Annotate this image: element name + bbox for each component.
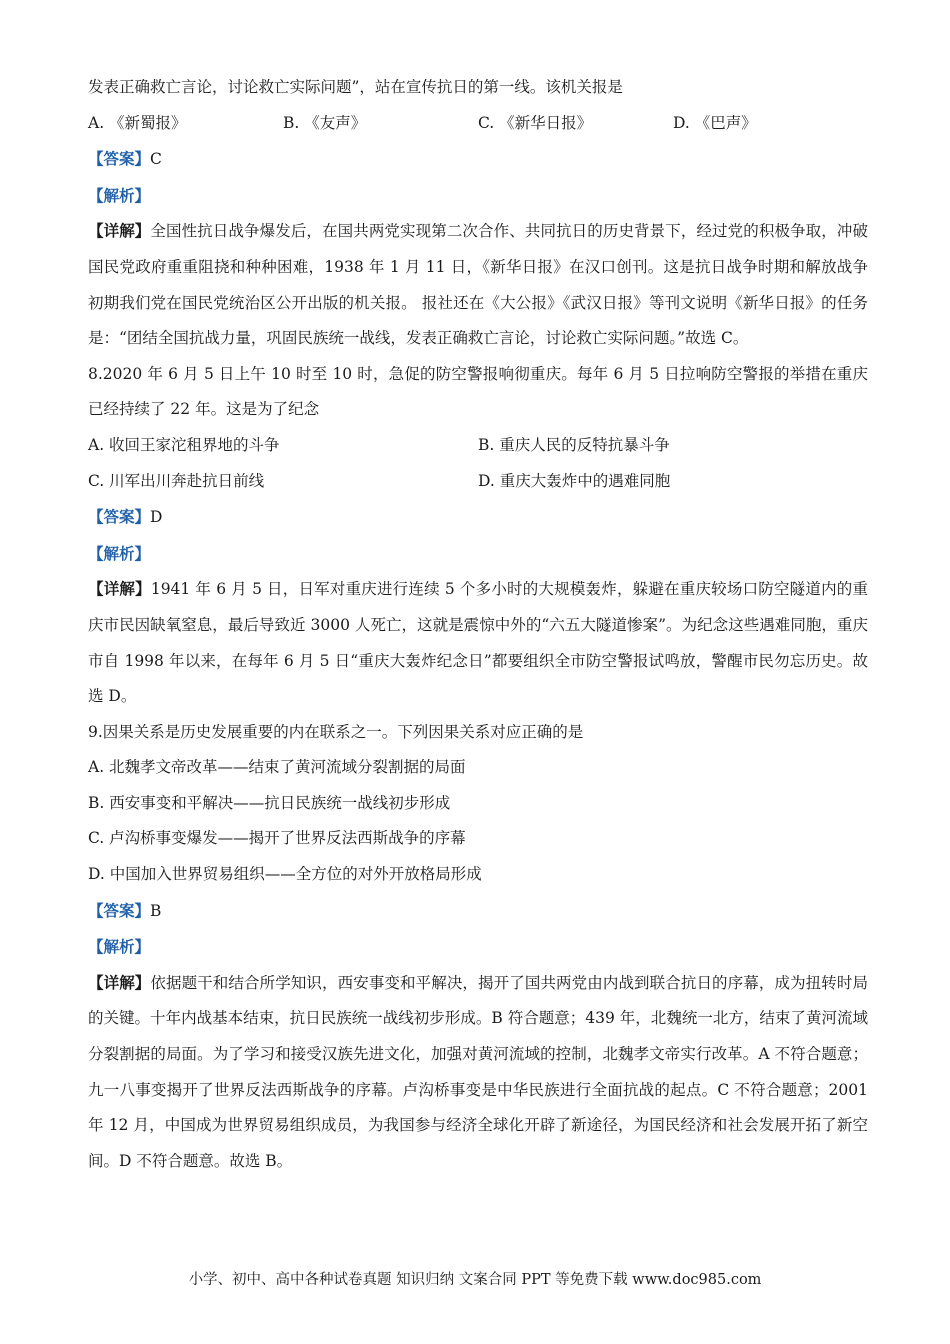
q9-option-b: B. 西安事变和平解决——抗日民族统一战线初步形成: [88, 793, 451, 812]
q7-analysis-label: 【解析】: [88, 185, 151, 205]
q9-option-c: C. 卢沟桥事变爆发——揭开了世界反法西斯战争的序幕: [88, 829, 466, 848]
q9-answer: [88, 893, 868, 930]
q9-answer-value: B: [150, 901, 162, 920]
q8-options-row1: [88, 428, 868, 464]
q7-detail-text: 全国性抗日战争爆发后，在国共两党实现第二次合作、共同抗日的历史背景下，经过党的积极争取，冲破国民党政府重重阻挠和种种困难，1938 年 1 月 11 日，《新华日报》在汉口创刊。这是抗日战争时期和解放战争初期我们党在国民党统治区公开出版的机关报。 报社还在《大公报》《武汉日报》等刊文说明《新华日报》的任务是：“团结全国抗战力量，巩固民族统一战线，发表正确救亡言论，讨论救亡实际问题。”故选 C。: [88, 222, 868, 348]
q8-option-a: A. 收回王家沱租界地的斗争: [88, 435, 280, 454]
q7-option-a: A. 《新蜀报》: [88, 113, 187, 132]
q8-option-d: D. 重庆大轰炸中的遇难同胞: [478, 471, 671, 490]
q7-options: [88, 106, 868, 142]
q8-option-c: C. 川军出川奔赴抗日前线: [88, 471, 265, 490]
q9-answer-label: 【答案】: [88, 900, 151, 920]
q9-analysis-label: 【解析】: [88, 937, 151, 957]
q7-option-d: D. 《巴声》: [673, 113, 757, 132]
q9-option-a: A. 北魏孝文帝改革——结束了黄河流域分裂割据的局面: [88, 758, 466, 777]
q8-answer: [88, 499, 868, 536]
q7-option-b: B. 《友声》: [283, 113, 367, 132]
q7-answer: [88, 141, 868, 178]
q8-option-b: B. 重庆人民的反特抗暴斗争: [478, 435, 670, 454]
q7-answer-value: C: [150, 150, 162, 169]
q8-detail-text: 1941 年 6 月 5 日，日军对重庆进行连续 5 个多小时的大规模轰炸，躲避在重庆较场口防空隧道内的重庆市民因缺氧窒息，最后导致近 3000 人死亡，这就是震惊中外的“六五大隧道惨案”。为纪念这些遇难同胞，重庆市自 1998 年以来，在每年 6 月 5 日“重庆大轰炸纪念日”都要组织全市防空警报试鸣放，警醒市民勿忘历史。故选 D。: [88, 580, 868, 706]
q8-detail: [88, 571, 868, 714]
q7-stem-tail: 发表正确救亡言论，讨论救亡实际问题”，站在宣传抗日的第一线。该机关报是: [88, 78, 623, 96]
q8-analysis-label: 【解析】: [88, 543, 151, 563]
q8-detail-label: 【详解】: [88, 579, 151, 599]
q7-detail: [88, 213, 868, 356]
document-page: [88, 70, 868, 1179]
q9-stem: 9.因果关系是历史发展重要的内在联系之一。下列因果关系对应正确的是: [88, 722, 584, 741]
q8-answer-value: D: [150, 508, 163, 527]
q7-answer-label: 【答案】: [88, 149, 151, 169]
page-footer: 小学、初中、高中各种试卷真题 知识归纳 文案合同 PPT 等免费下载 www.doc985.com: [188, 1272, 762, 1288]
q8-answer-label: 【答案】: [88, 507, 151, 527]
q7-option-c: C. 《新华日报》: [478, 113, 593, 132]
q8-options-row2: [88, 464, 868, 500]
q8-stem: 8.2020 年 6 月 5 日上午 10 时至 10 时，急促的防空警报响彻重庆。每年 6 月 5 日拉响防空警报的举措在重庆已经持续了 22 年。这是为了纪念: [88, 364, 868, 419]
q9-detail: [88, 965, 868, 1180]
q7-detail-label: 【详解】: [88, 221, 151, 241]
q9-detail-text: 依据题干和结合所学知识，西安事变和平解决，揭开了国共两党由内战到联合抗日的序幕，成为扭转时局的关键。十年内战基本结束，抗日民族统一战线初步形成。B 符合题意；439 年，北魏统一北方，结束了黄河流域分裂割据的局面。为了学习和接受汉族先进文化，加强对黄河流域的控制，北魏孝文帝实行改革。A 不符合题意；九一八事变揭开了世界反法西斯战争的序幕。卢沟桥事变是中华民族进行全面抗战的起点。C 不符合题意；2001 年 12 月，中国成为世界贸易组织成员，为我国参与经济全球化开辟了新途径，为国民经济和社会发展开拓了新空间。D 不符合题意。故选 B。: [88, 973, 868, 1170]
q9-option-d: D. 中国加入世界贸易组织——全方位的对外开放格局形成: [88, 865, 482, 884]
q9-detail-label: 【详解】: [88, 972, 151, 992]
